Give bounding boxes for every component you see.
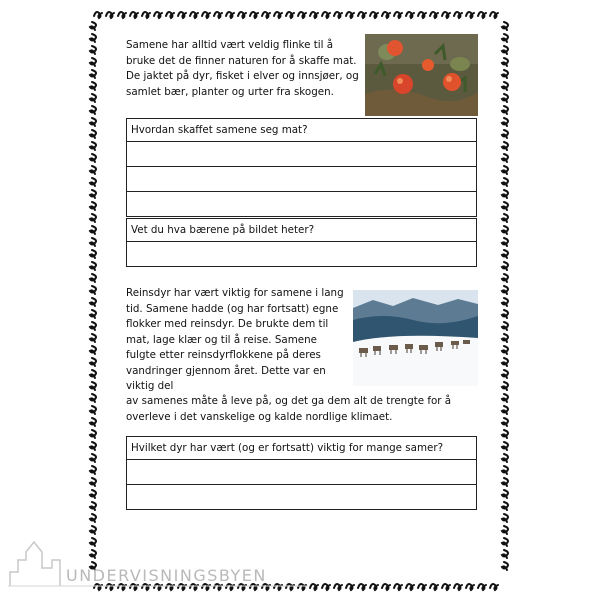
border-loop: [502, 82, 508, 90]
border-loop: [346, 12, 354, 18]
border-loop: [262, 12, 270, 18]
answer-line[interactable]: [127, 484, 476, 509]
border-loop: [502, 550, 508, 558]
border-loop: [502, 358, 508, 366]
border-loop: [90, 514, 96, 522]
border-loop: [90, 466, 96, 474]
border-loop: [418, 12, 426, 18]
border-loop: [90, 334, 96, 342]
border-loop: [130, 12, 138, 18]
border-loop: [90, 154, 96, 162]
brand-logo-text: UNDERVISNINGSBYEN: [66, 566, 267, 585]
border-loop: [238, 12, 246, 18]
border-loop: [418, 584, 426, 590]
border-loop: [454, 12, 462, 18]
border-loop: [382, 584, 390, 590]
border-loop: [90, 478, 96, 486]
border-loop: [502, 214, 508, 222]
question-food: Hvordan skaffet samene seg mat?: [131, 124, 308, 136]
border-loop: [502, 298, 508, 306]
border-loop: [90, 238, 96, 246]
border-loop: [202, 12, 210, 18]
border-loop: [90, 502, 96, 510]
border-loop: [442, 584, 450, 590]
border-loop: [90, 46, 96, 54]
worksheet-page: [88, 8, 512, 592]
border-loop: [478, 584, 486, 590]
border-loop: [502, 406, 508, 414]
border-loop: [90, 226, 96, 234]
intro-paragraph: Samene har alltid vært veldig flinke til å bruke det de finner naturen for å skaffe mat. De jaktet på dyr, fisket i elver og innsjøer, og samlet bær, planter og urter fra skogen.: [126, 39, 359, 98]
border-loop: [90, 274, 96, 282]
border-loop: [502, 286, 508, 294]
border-loop: [90, 322, 96, 330]
border-loop: [502, 94, 508, 102]
border-loop: [94, 12, 102, 18]
border-loop: [490, 584, 498, 590]
border-loop: [90, 394, 96, 402]
border-loop: [346, 584, 354, 590]
reindeer-paragraph-continued: av samenes måte å leve på, og det ga dem alt de trengte for å overleve i det vanskelige og kalde nordlige klimaet.: [126, 395, 452, 423]
border-loop: [502, 538, 508, 546]
border-loop: [190, 12, 198, 18]
border-loop: [454, 584, 462, 590]
border-loop: [90, 82, 96, 90]
border-loop: [502, 478, 508, 486]
answer-line[interactable]: [127, 459, 476, 484]
border-loop: [502, 130, 508, 138]
border-loop: [90, 190, 96, 198]
border-loop: [502, 46, 508, 54]
border-loop: [90, 442, 96, 450]
border-loop: [502, 526, 508, 534]
border-loop: [90, 406, 96, 414]
border-loop: [430, 12, 438, 18]
border-loop: [502, 502, 508, 510]
border-loop: [502, 190, 508, 198]
border-loop: [322, 12, 330, 18]
answer-line[interactable]: [127, 241, 476, 266]
border-loop: [90, 202, 96, 210]
border-loop: [310, 584, 318, 590]
border-loop: [502, 238, 508, 246]
border-loop: [90, 118, 96, 126]
border-loop: [502, 334, 508, 342]
border-loop: [502, 514, 508, 522]
reindeer-photo: [353, 290, 478, 386]
border-loop: [90, 166, 96, 174]
border-loop: [502, 394, 508, 402]
cloudberries-photo: [365, 34, 478, 116]
border-loop: [90, 370, 96, 378]
border-loop: [90, 106, 96, 114]
border-loop: [502, 466, 508, 474]
answer-line[interactable]: [127, 141, 476, 166]
border-loop: [502, 34, 508, 42]
question-box-berries: [126, 218, 477, 267]
border-loop: [442, 12, 450, 18]
border-loop: [334, 584, 342, 590]
border-loop: [226, 12, 234, 18]
border-loop: [286, 12, 294, 18]
border-loop: [502, 250, 508, 258]
border-loop: [90, 94, 96, 102]
border-loop: [502, 274, 508, 282]
question-box-animal: [126, 436, 477, 510]
reindeer-paragraph: Reinsdyr har vært viktig for samene i lang tid. Samene hadde (og har fortsatt) egne flokker med reinsdyr. De brukte dem til mat, lage klær og til å reise. Samene fulgte etter reinsdyrflokkene på deres vandringer gjennom året. Dette var en viktig del: [126, 287, 344, 392]
border-loop: [478, 12, 486, 18]
question-berries: Vet du hva bærene på bildet heter?: [131, 224, 315, 236]
border-loop: [502, 226, 508, 234]
border-loop: [90, 382, 96, 390]
border-loop: [90, 298, 96, 306]
border-loop: [502, 118, 508, 126]
border-loop: [310, 12, 318, 18]
border-loop: [90, 70, 96, 78]
border-loop: [90, 34, 96, 42]
border-loop: [370, 12, 378, 18]
border-loop: [502, 382, 508, 390]
border-loop: [90, 430, 96, 438]
border-loop: [502, 22, 508, 30]
border-loop: [298, 12, 306, 18]
border-loop: [250, 12, 258, 18]
border-loop: [358, 12, 366, 18]
border-loop: [406, 12, 414, 18]
border-loop: [382, 12, 390, 18]
border-loop: [394, 584, 402, 590]
question-animal: Hvilket dyr har vært (og er fortsatt) viktig for mange samer?: [131, 442, 444, 454]
border-loop: [430, 584, 438, 590]
border-loop: [358, 584, 366, 590]
border-loop: [502, 70, 508, 78]
border-loop: [322, 584, 330, 590]
border-loop: [90, 142, 96, 150]
border-loop: [90, 58, 96, 66]
border-loop: [502, 454, 508, 462]
border-loop: [502, 58, 508, 66]
border-loop: [90, 526, 96, 534]
border-loop: [502, 262, 508, 270]
border-loop: [406, 584, 414, 590]
border-loop: [90, 346, 96, 354]
border-loop: [490, 12, 498, 18]
border-loop: [118, 12, 126, 18]
border-loop: [502, 202, 508, 210]
border-loop: [502, 490, 508, 498]
border-loop: [106, 12, 114, 18]
border-loop: [90, 310, 96, 318]
border-loop: [502, 442, 508, 450]
border-loop: [154, 12, 162, 18]
border-loop: [274, 12, 282, 18]
border-loop: [166, 12, 174, 18]
answer-line[interactable]: [127, 166, 476, 191]
border-loop: [90, 250, 96, 258]
border-loop: [334, 12, 342, 18]
border-loop: [90, 178, 96, 186]
border-loop: [502, 370, 508, 378]
border-loop: [90, 22, 96, 30]
border-loop: [178, 12, 186, 18]
border-loop: [502, 154, 508, 162]
border-loop: [90, 358, 96, 366]
border-loop: [502, 142, 508, 150]
border-loop: [502, 310, 508, 318]
border-loop: [90, 130, 96, 138]
border-loop: [466, 12, 474, 18]
border-loop: [502, 178, 508, 186]
border-loop: [394, 12, 402, 18]
border-loop: [214, 12, 222, 18]
border-loop: [466, 584, 474, 590]
border-loop: [90, 490, 96, 498]
border-loop: [370, 584, 378, 590]
border-loop: [502, 106, 508, 114]
border-loop: [90, 286, 96, 294]
border-loop: [90, 454, 96, 462]
border-loop: [502, 346, 508, 354]
border-loop: [502, 418, 508, 426]
question-box-food: [126, 118, 477, 217]
border-loop: [90, 262, 96, 270]
border-loop: [502, 322, 508, 330]
border-loop: [502, 166, 508, 174]
answer-line[interactable]: [127, 191, 476, 216]
border-loop: [90, 214, 96, 222]
border-loop: [502, 562, 508, 570]
border-loop: [502, 430, 508, 438]
border-loop: [90, 418, 96, 426]
border-loop: [142, 12, 150, 18]
